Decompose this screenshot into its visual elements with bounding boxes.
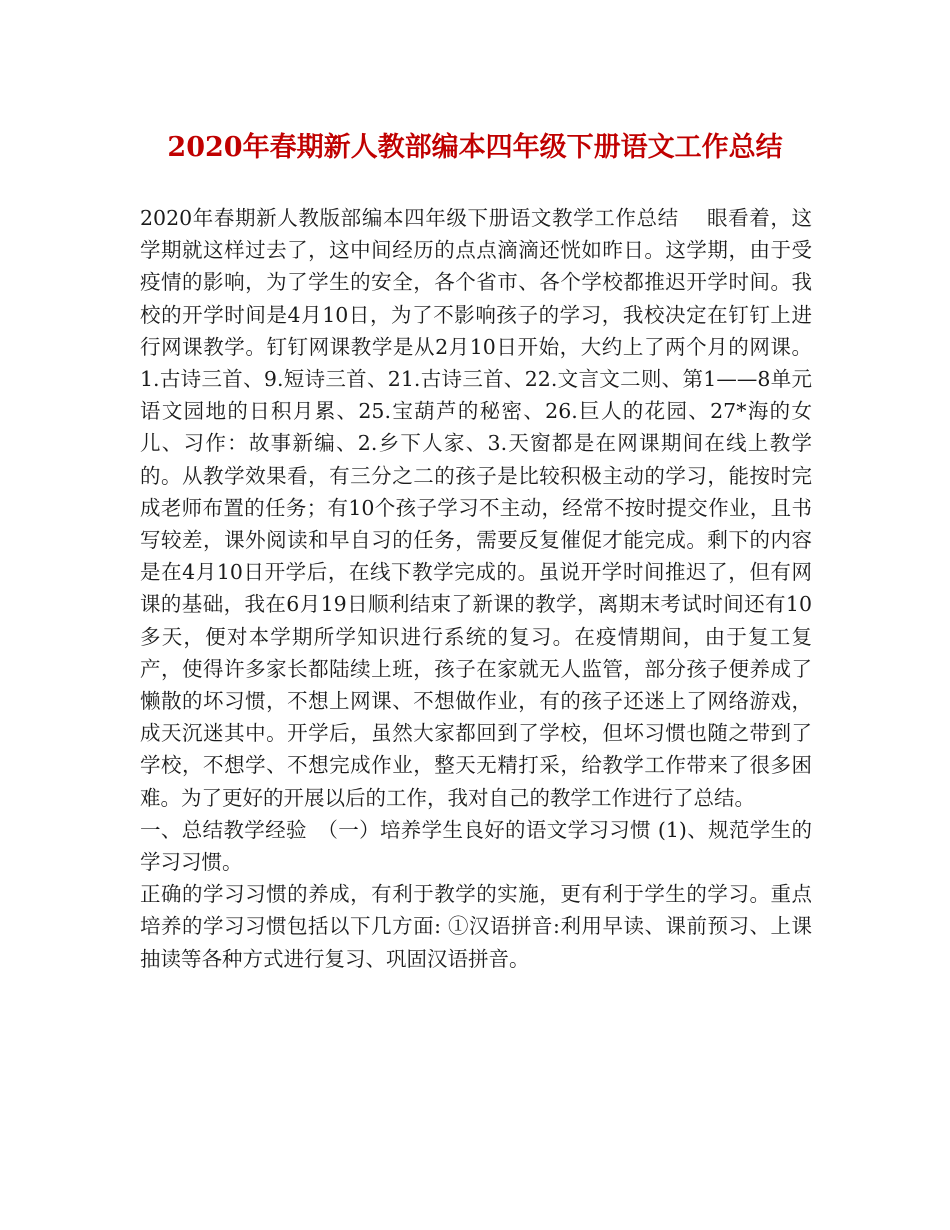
paragraph-habits: 正确的学习习惯的养成，有利于教学的实施，更有利于学生的学习。重点培养的学习习惯包括以下几方面: ①汉语拼音:利用早读、课前预习、上课抽读等各种方式进行复习、巩固汉语拼音。 <box>140 882 812 971</box>
paragraph-section-heading: 一、总结教学经验 （一）培养学生良好的语文学习习惯 (1)、规范学生的学习习惯。 <box>140 817 812 875</box>
paragraph-intro: 2020年春期新人教版部编本四年级下册语文教学工作总结 眼看着，这学期就这样过去了，这中间经历的点点滴滴还恍如昨日。这学期，由于受疫情的影响，为了学生的安全，各个省市、各个学校都推迟开学时间。我校的开学时间是4月10日，为了不影响孩子的学习，我校决定在钉钉上进行网课教学。钉钉网课教学是从2月10日开始，大约上了两个月的网课。1.古诗三首、9.短诗三首、21.古诗三首、22.文言文二则、第1——8单元语文园地的日积月累、25.宝葫芦的秘密、26.巨人的花园、27*海的女儿、习作：故事新编、2.乡下人家、3.天窗都是在网课期间在线上教学的。从教学效果看，有三分之二的孩子是比较积极主动的学习，能按时完成老师布置的任务；有10个孩子学习不主动，经常不按时提交作业，且书写较差，课外阅读和早自习的任务，需要反复催促才能完成。剩下的内容是在4月10日开学后，在线下教学完成的。虽说开学时间推迟了，但有网课的基础，我在6月19日顺利结束了新课的教学，离期末考试时间还有10多天，便对本学期所学知识进行系统的复习。在疫情期间，由于复工复产，使得许多家长都陆续上班，孩子在家就无人监管，部分孩子便养成了懒散的坏习惯，不想上网课、不想做作业，有的孩子还迷上了网络游戏，成天沉迷其中。开学后，虽然大家都回到了学校，但坏习惯也随之带到了学校，不想学、不想完成作业，整天无精打采，给教学工作带来了很多困难。为了更好的开展以后的工作，我对自己的教学工作进行了总结。 <box>140 206 812 810</box>
document-title: 2020年春期新人教部编本四年级下册语文工作总结 <box>167 132 783 163</box>
document-body <box>140 202 812 975</box>
